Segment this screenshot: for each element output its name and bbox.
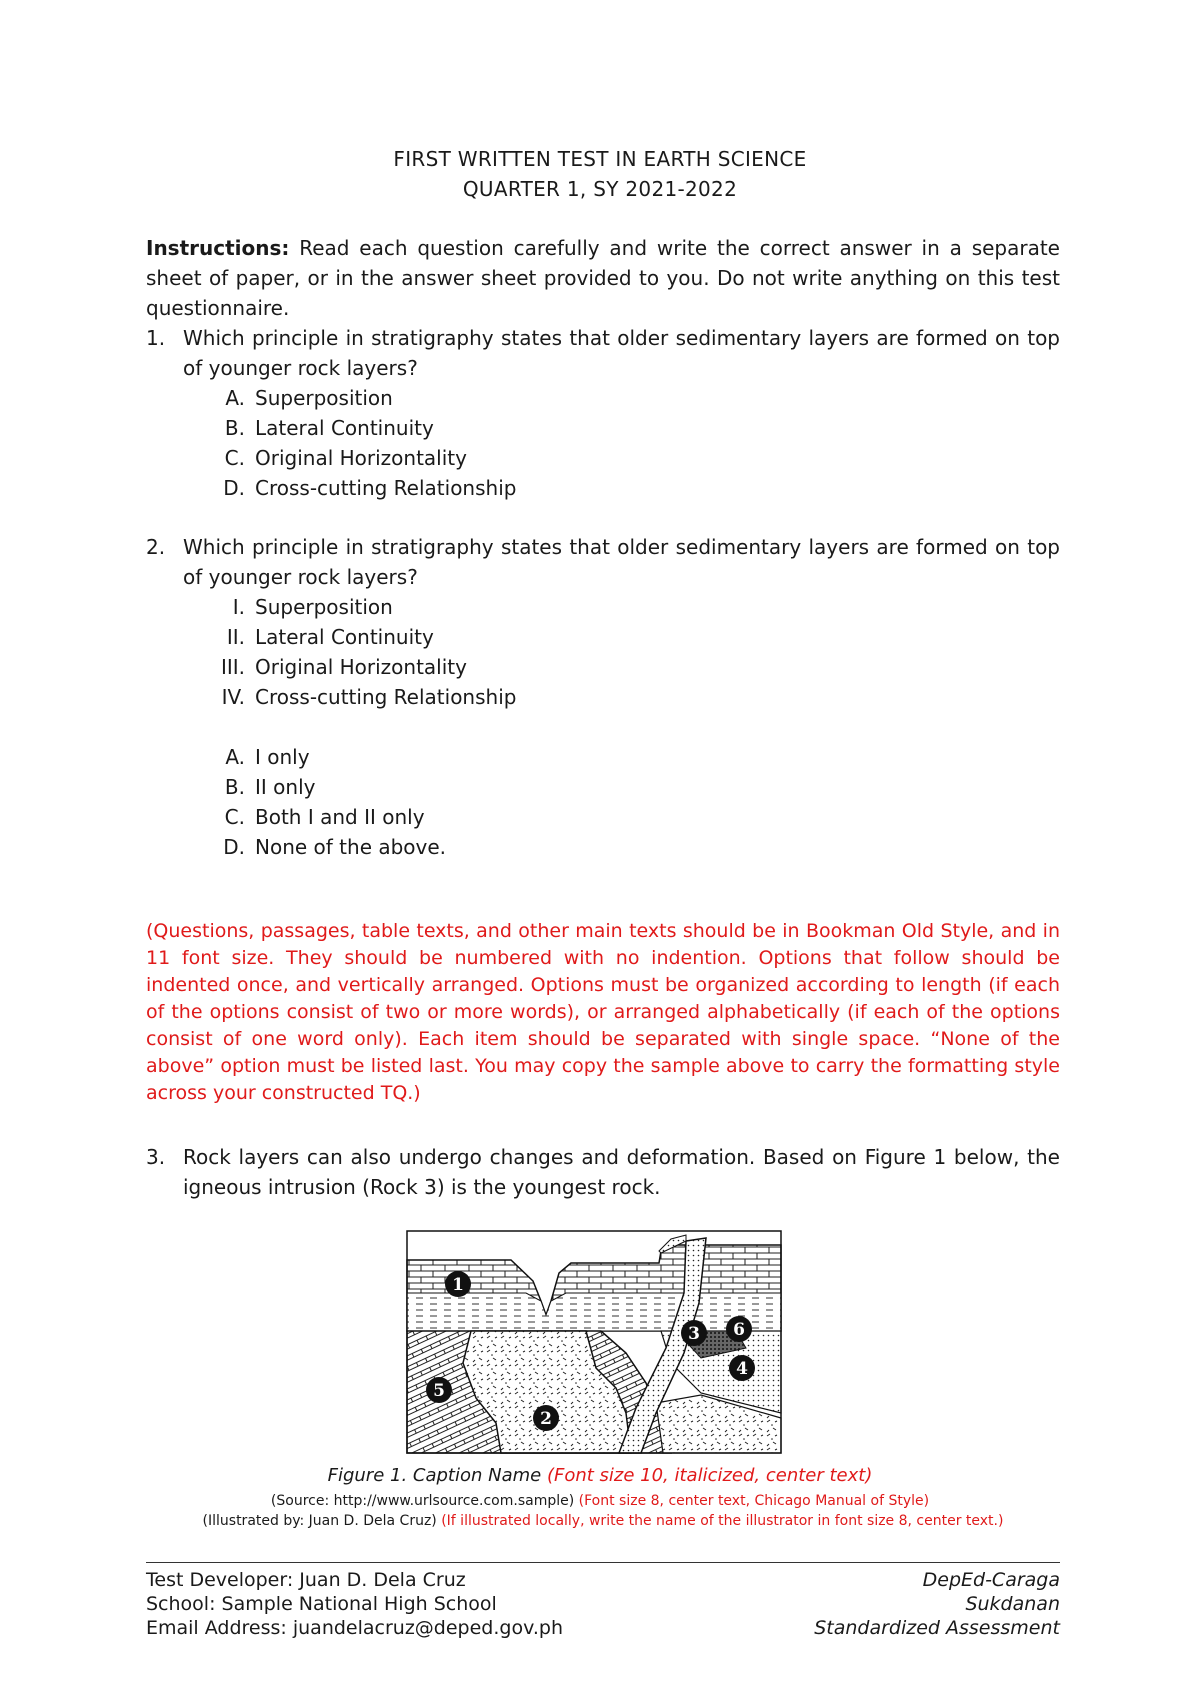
statement-text: Superposition bbox=[255, 595, 393, 619]
statement-i bbox=[146, 592, 1060, 622]
option-label: D. bbox=[223, 476, 245, 500]
footer-divider bbox=[146, 1562, 1060, 1563]
statement-ii bbox=[146, 622, 1060, 652]
caption-note: (Font size 10, italicized, center text) bbox=[541, 1465, 873, 1486]
option-d bbox=[146, 832, 1060, 862]
instructions-text: Read each question carefully and write the correct answer in a separate sheet of paper, or in the answer sheet provided to you. Do not write anything on this test questionnaire. bbox=[146, 236, 1060, 320]
option-a bbox=[146, 742, 1060, 772]
illustrator-note: (If illustrated locally, write the name of the illustrator in font size 8, center text.) bbox=[436, 1513, 1004, 1529]
footer-school: School: Sample National High School bbox=[146, 1593, 497, 1615]
option-label: B. bbox=[224, 775, 245, 799]
option-text: I only bbox=[255, 745, 310, 769]
layer-shale-band bbox=[407, 1293, 781, 1331]
statement-iv bbox=[146, 682, 1060, 712]
option-a bbox=[146, 383, 1060, 413]
option-list bbox=[146, 383, 1060, 503]
option-d bbox=[146, 473, 1060, 503]
question-number: 2. bbox=[146, 535, 166, 559]
svg-text:2: 2 bbox=[540, 1409, 552, 1429]
option-label: D. bbox=[223, 835, 245, 859]
svg-text:3: 3 bbox=[688, 1324, 700, 1344]
question-text: Which principle in stratigraphy states that older sedimentary layers are formed on top of younger rock layers? bbox=[183, 326, 1060, 380]
page-subtitle: QUARTER 1, SY 2021-2022 bbox=[462, 177, 738, 201]
option-label: B. bbox=[224, 416, 245, 440]
figure-caption bbox=[0, 1465, 1200, 1486]
option-list bbox=[146, 742, 1060, 862]
option-c bbox=[146, 443, 1060, 473]
statement-iii bbox=[146, 652, 1060, 682]
option-b bbox=[146, 772, 1060, 802]
question-text: Rock layers can also undergo changes and deformation. Based on Figure 1 below, the igneous intrusion (Rock 3) is the youngest rock. bbox=[183, 1145, 1060, 1199]
illustrator-text: (Illustrated by: Juan D. Dela Cruz) bbox=[202, 1513, 437, 1529]
option-label: C. bbox=[224, 805, 245, 829]
svg-text:6: 6 bbox=[733, 1320, 745, 1340]
question-3 bbox=[146, 1142, 1060, 1202]
option-text: Cross-cutting Relationship bbox=[255, 476, 517, 500]
option-text: Both I and II only bbox=[255, 805, 425, 829]
marker-3 bbox=[681, 1320, 707, 1346]
statement-text: Cross-cutting Relationship bbox=[255, 685, 517, 709]
instructions bbox=[146, 233, 1060, 323]
svg-text:4: 4 bbox=[736, 1359, 748, 1379]
marker-6 bbox=[726, 1316, 752, 1342]
statement-text: Original Horizontality bbox=[255, 655, 467, 679]
footer-assessment: Standardized Assessment bbox=[814, 1617, 1060, 1639]
marker-4 bbox=[729, 1355, 755, 1381]
option-label: C. bbox=[224, 446, 245, 470]
statement-label: III. bbox=[220, 655, 245, 679]
option-c bbox=[146, 802, 1060, 832]
caption-main: Figure 1. Caption Name bbox=[327, 1465, 542, 1486]
question-2 bbox=[146, 532, 1060, 862]
question-number: 1. bbox=[146, 326, 166, 350]
marker-2 bbox=[533, 1405, 559, 1431]
question-1 bbox=[146, 323, 1060, 503]
statement-label: II. bbox=[226, 625, 245, 649]
question-number: 3. bbox=[146, 1145, 166, 1169]
marker-1 bbox=[445, 1271, 471, 1297]
geologic-cross-section-figure bbox=[401, 1223, 821, 1458]
statement-list bbox=[146, 592, 1060, 712]
footer-right bbox=[814, 1568, 1060, 1640]
svg-text:1: 1 bbox=[452, 1275, 464, 1295]
option-label: A. bbox=[225, 745, 245, 769]
option-text: Superposition bbox=[255, 386, 393, 410]
marker-5 bbox=[426, 1377, 452, 1403]
footer-org: DepEd-Caraga bbox=[922, 1569, 1060, 1591]
option-label: A. bbox=[225, 386, 245, 410]
statement-text: Lateral Continuity bbox=[255, 625, 434, 649]
page-title: FIRST WRITTEN TEST IN EARTH SCIENCE bbox=[393, 147, 807, 171]
formatting-note: (Questions, passages, table texts, and other main texts should be in Bookman Old Style, and in 11 font size. They should be numbered with no indention. Options that follow should be indented once, and vertically arranged. Options must be organized according to length (if each of the options consist of two or more words), or arranged alphabetically (if each of the options consist of one word only). Each item should be separated with single space. “None of the above” option must be listed last. You may copy the sample above to carry the formatting style across your constructed TQ.) bbox=[146, 920, 1060, 1104]
instructions-label: Instructions: bbox=[146, 236, 290, 260]
option-text: Lateral Continuity bbox=[255, 416, 434, 440]
question-text: Which principle in stratigraphy states that older sedimentary layers are formed on top of younger rock layers? bbox=[183, 535, 1060, 589]
option-text: Original Horizontality bbox=[255, 446, 467, 470]
svg-text:5: 5 bbox=[433, 1381, 445, 1401]
footer-left bbox=[146, 1568, 563, 1640]
source-text: (Source: http://www.urlsource.com.sample) bbox=[270, 1493, 575, 1509]
figure-source bbox=[0, 1492, 1200, 1511]
footer-program: Sukdanan bbox=[965, 1593, 1060, 1615]
statement-label: I. bbox=[232, 595, 245, 619]
statement-label: IV. bbox=[221, 685, 245, 709]
footer-developer: Test Developer: Juan D. Dela Cruz bbox=[146, 1569, 466, 1591]
option-b bbox=[146, 413, 1060, 443]
source-note: (Font size 8, center text, Chicago Manual of Style) bbox=[574, 1493, 930, 1509]
option-text: II only bbox=[255, 775, 316, 799]
footer-email: Email Address: juandelacruz@deped.gov.ph bbox=[146, 1617, 564, 1639]
figure-illustrator bbox=[146, 1512, 1060, 1531]
option-text: None of the above. bbox=[255, 835, 447, 859]
